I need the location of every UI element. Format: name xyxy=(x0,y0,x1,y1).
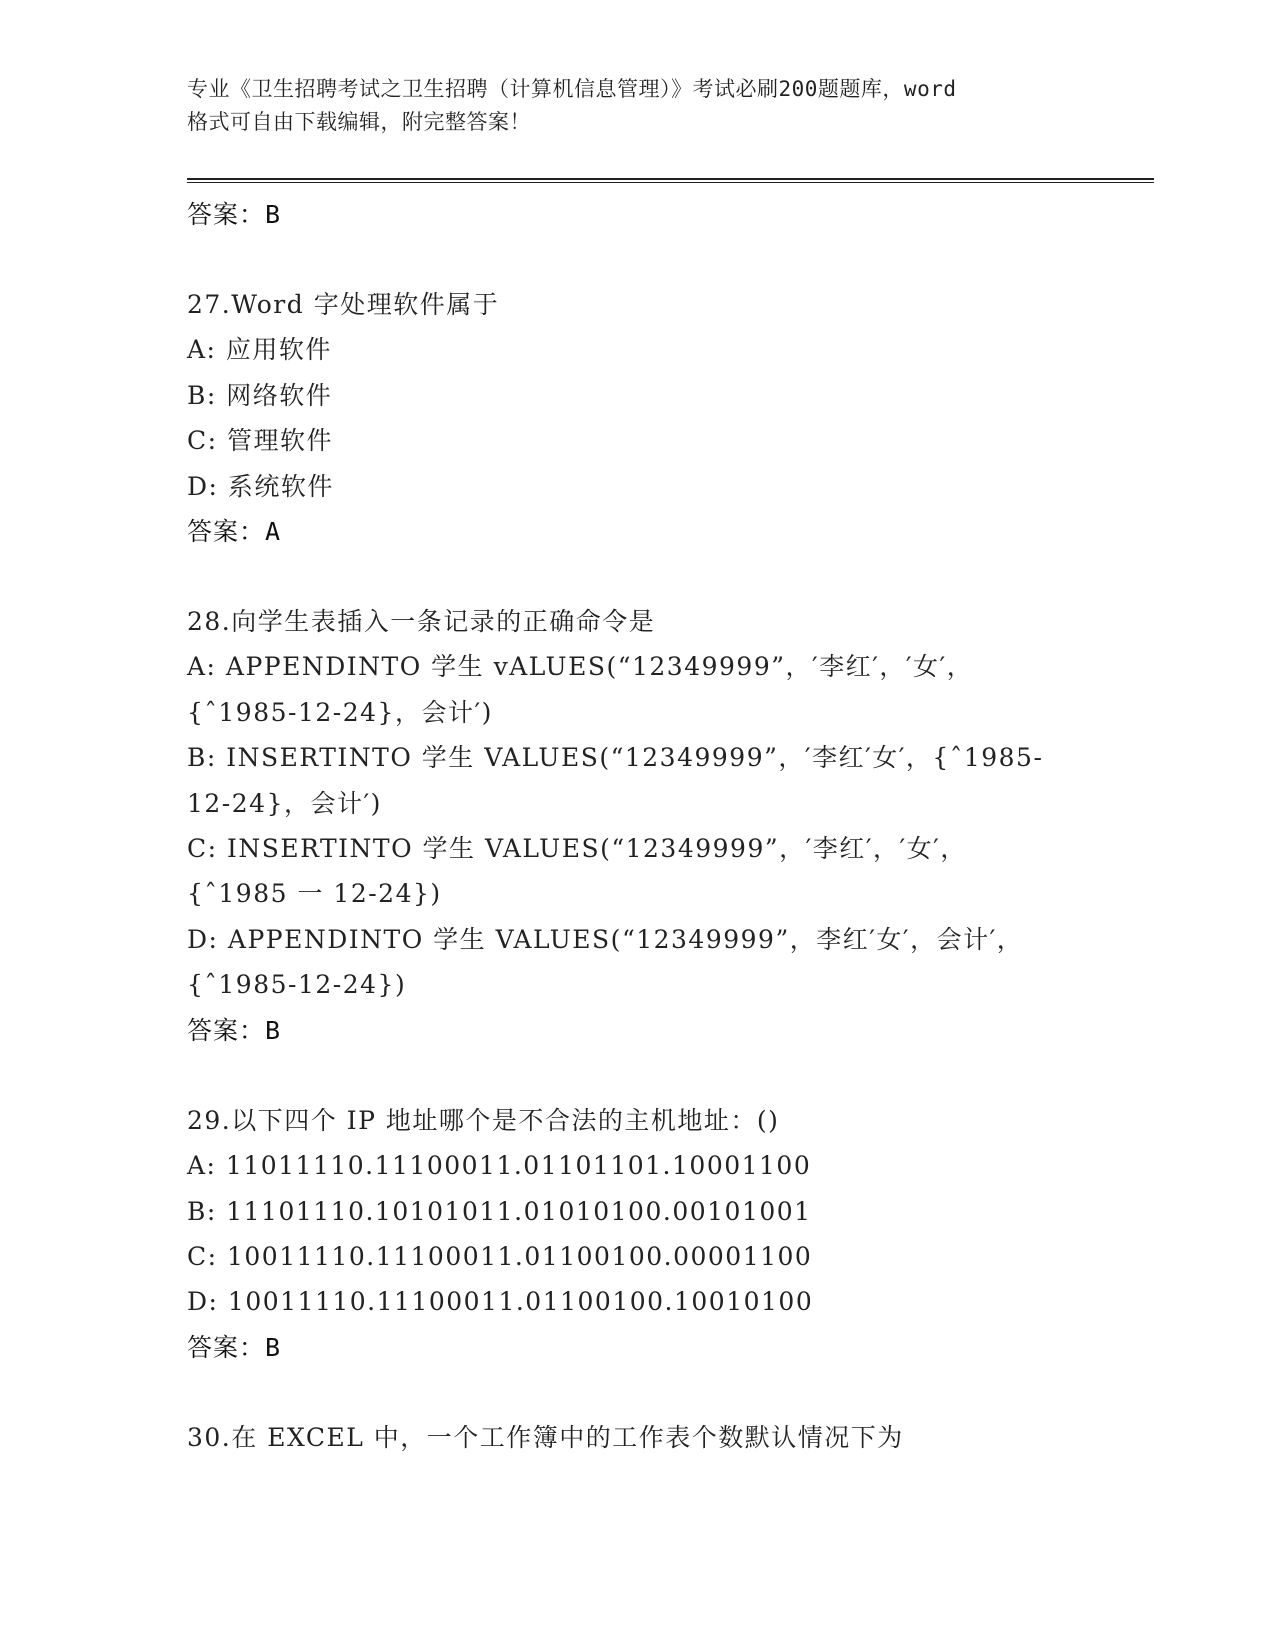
option-b: B: 11101110.10101011.01010100.00101001 xyxy=(187,1196,812,1226)
question-29 xyxy=(187,1098,1087,1371)
header-line-1: 专业《卫生招聘考试之卫生招聘（计算机信息管理）》考试必刷200题题库，word xyxy=(187,77,957,101)
answer: 答案：A xyxy=(187,517,282,547)
header-divider-thick xyxy=(187,178,1154,180)
option-c: C: 10011110.11100011.01100100.00001100 xyxy=(187,1241,813,1271)
answer: 答案：B xyxy=(187,1332,282,1362)
option-a: A: APPENDINTO 学生 vALUES(“12349999”，′李红′，′女′， xyxy=(187,652,974,682)
answer-previous: 答案：B xyxy=(187,200,282,229)
answer: 答案：B xyxy=(187,1015,282,1045)
header-divider-thin xyxy=(187,182,1154,183)
option-d-continued: {ˆ1985-12-24}) xyxy=(187,970,407,1000)
option-c-continued: {ˆ1985 一 12-24}) xyxy=(187,879,442,909)
question-28 xyxy=(187,599,1087,1054)
question-30 xyxy=(187,1415,1087,1460)
question-title: 28.向学生表插入一条记录的正确命令是 xyxy=(187,607,656,637)
option-b-continued: 12-24}，会计′) xyxy=(187,788,382,818)
option-c: C: INSERTINTO 学生 VALUES(“12349999”，′李红′，′女′， xyxy=(187,834,967,864)
question-title: 29.以下四个 IP 地址哪个是不合法的主机地址：() xyxy=(187,1105,780,1135)
option-d: D: 10011110.11100011.01100100.10010100 xyxy=(187,1287,814,1317)
option-a: A: 11011110.11100011.01101101.10001100 xyxy=(187,1151,812,1181)
question-27 xyxy=(187,282,1087,555)
option-a: A: 应用软件 xyxy=(187,335,332,365)
option-a-continued: {ˆ1985-12-24}，会计′) xyxy=(187,697,493,727)
header-line-2: 格式可自由下载编辑，附完整答案！ xyxy=(187,110,531,134)
document-body xyxy=(187,192,1087,1460)
option-b: B: INSERTINTO 学生 VALUES(“12349999”，′李红′女′，{ˆ1985- xyxy=(187,743,1044,773)
option-b: B: 网络软件 xyxy=(187,380,333,410)
document-header xyxy=(187,73,1087,139)
question-title: 27.Word 字处理软件属于 xyxy=(187,290,500,319)
option-c: C: 管理软件 xyxy=(187,426,333,456)
question-title: 30.在 EXCEL 中，一个工作簿中的工作表个数默认情况下为 xyxy=(187,1422,904,1452)
option-d: D: 系统软件 xyxy=(187,471,334,501)
option-d: D: APPENDINTO 学生 VALUES(“12349999”，李红′女′，会计′， xyxy=(187,924,1024,954)
